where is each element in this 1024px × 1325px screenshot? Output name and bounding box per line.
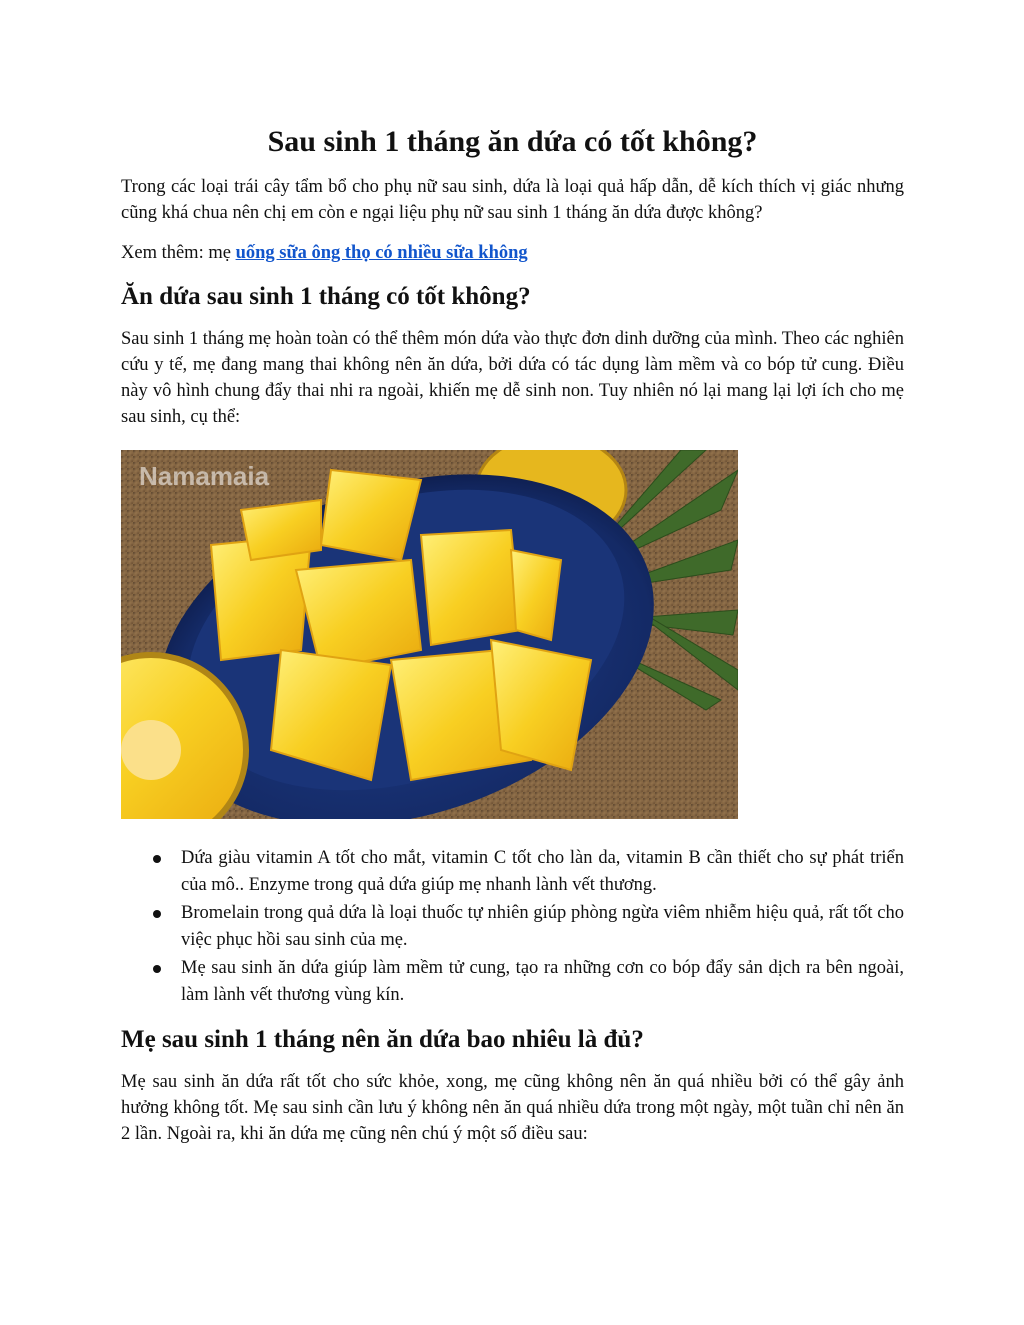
list-item: Mẹ sau sinh ăn dứa giúp làm mềm tử cung, tạo ra những cơn co bóp đẩy sản dịch ra bên ngoài, làm lành vết thương vùng kín. [181,955,904,1009]
intro-paragraph: Trong các loại trái cây tẩm bổ cho phụ nữ sau sinh, dứa là loại quả hấp dẫn, dễ kích thích vị giác nhưng cũng khá chua nên chị em còn e ngại liệu phụ nữ sau sinh 1 tháng ăn dứa được không? [121,177,904,223]
section1-heading: Ăn dứa sau sinh 1 tháng có tốt không? [121,283,531,310]
image-watermark: Namamaia [139,461,270,491]
see-also-link[interactable]: uống sữa ông thọ có nhiều sữa không [235,243,528,263]
list-item: Bromelain trong quả dứa là loại thuốc tự nhiên giúp phòng ngừa viêm nhiễm hiệu quả, rất tốt cho việc phục hồi sau sinh của mẹ. [181,900,904,954]
section2-heading: Mẹ sau sinh 1 tháng nên ăn dứa bao nhiêu là đủ? [121,1026,644,1053]
bullet-icon [153,855,161,863]
see-also-line [121,240,904,266]
pineapple-photo [121,450,738,819]
article-title: Sau sinh 1 tháng ăn dứa có tốt không? [267,125,758,158]
bullet-icon [153,965,161,973]
article [121,122,904,1147]
section2-paragraph: Mẹ sau sinh ăn dứa rất tốt cho sức khỏe, xong, mẹ cũng không nên ăn quá nhiều bởi có thể gây ảnh hưởng không tốt. Mẹ sau sinh cần lưu ý không nên ăn quá nhiều dứa trong một ngày, một tuần chỉ nên ăn 2 lần. Ngoài ra, khi ăn dứa mẹ cũng nên chú ý một số điều sau: [121,1072,904,1144]
benefits-list [121,845,904,1009]
section1-paragraph: Sau sinh 1 tháng mẹ hoàn toàn có thể thêm món dứa vào thực đơn dinh dưỡng của mình. Theo các nghiên cứu y tế, mẹ đang mang thai không nên ăn dứa, bởi dứa có tác dụng làm mềm và co bóp tử cung. Điều này vô hình chung đẩy thai nhi ra ngoài, khiến mẹ dễ sinh non. Tuy nhiên nó lại mang lại lợi ích cho mẹ sau sinh, cụ thể: [121,329,904,427]
bullet-icon [153,910,161,918]
list-item: Dứa giàu vitamin A tốt cho mắt, vitamin C tốt cho làn da, vitamin B cần thiết cho sự phát triển của mô.. Enzyme trong quả dứa giúp mẹ nhanh lành vết thương. [181,845,904,899]
see-also-prefix: Xem thêm: mẹ [121,243,236,263]
